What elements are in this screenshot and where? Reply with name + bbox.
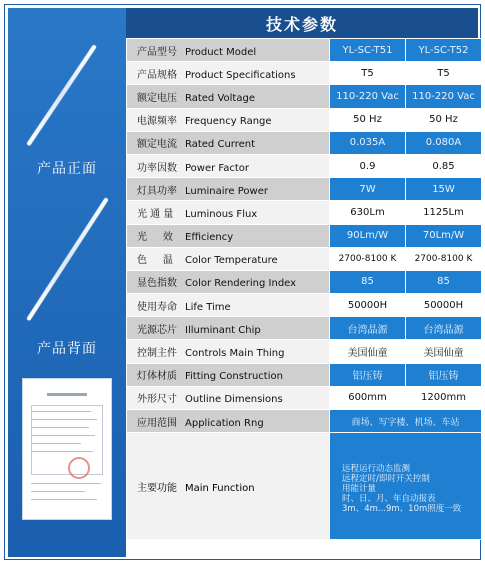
spec-label-en: Product Specifications xyxy=(185,69,296,81)
spec-label-en: Frequency Range xyxy=(185,116,272,128)
spec-value-t52: 70Lm/W xyxy=(406,224,482,247)
spec-row-main-function xyxy=(127,433,482,540)
spec-label-en: Application Rng xyxy=(185,417,264,429)
spec-value-t51: 90Lm/W xyxy=(330,224,406,247)
spec-value-t52: 1125Lm xyxy=(406,201,482,224)
led-tube-back-image xyxy=(26,197,108,321)
led-tube-front-image xyxy=(26,44,96,146)
spec-label-zh: 灯具功率 xyxy=(137,185,177,197)
spec-value-t52: 台湾晶源 xyxy=(406,317,482,340)
spec-row xyxy=(127,294,482,317)
spec-label-zh: 色 温 xyxy=(137,255,173,267)
spec-table-title: 技术参数 xyxy=(126,8,478,38)
main-function-line: 3m、4m...9m、10m照度一致 xyxy=(342,504,462,515)
spec-value-t52: 2700-8100 K xyxy=(406,247,482,270)
spec-value-t52: 0.080A xyxy=(406,131,482,154)
spec-label-en: Fitting Construction xyxy=(185,371,283,383)
spec-value-t51: 600mm xyxy=(330,386,406,409)
spec-label-en: Luminaire Power xyxy=(185,185,268,197)
spec-label-en: Power Factor xyxy=(185,162,250,174)
spec-value-t52: 110-220 Vac xyxy=(406,85,482,108)
spec-row xyxy=(127,85,482,108)
spec-value-t51: 台湾晶源 xyxy=(330,317,406,340)
spec-value-t51: 7W xyxy=(330,178,406,201)
main-function-line: 用能计量 xyxy=(342,484,377,495)
spec-row xyxy=(127,178,482,201)
spec-row xyxy=(127,363,482,386)
spec-row xyxy=(127,270,482,293)
spec-value-t52: 85 xyxy=(406,270,482,293)
spec-value-t51: 110-220 Vac xyxy=(330,85,406,108)
spec-value-t51: 2700-8100 K xyxy=(330,247,406,270)
main-function-line: 远程运行动态监测 xyxy=(342,464,411,475)
spec-value-t51: 美国仙童 xyxy=(330,340,406,363)
spec-label-en: Luminous Flux xyxy=(185,208,258,220)
spec-label-en: Life Time xyxy=(185,301,231,313)
main-function-line: 远程定时/即时开关控制 xyxy=(342,474,430,485)
spec-label-en: Product Model xyxy=(185,46,257,58)
spec-value-t51: YL-SC-T51 xyxy=(330,39,406,62)
spec-label-en: Rated Current xyxy=(185,139,256,151)
spec-label-zh: 使用寿命 xyxy=(137,301,177,313)
spec-row-application xyxy=(127,410,482,433)
spec-value-t52: 铝压铸 xyxy=(406,363,482,386)
spec-label-zh: 产品型号 xyxy=(137,46,177,58)
product-image-panel xyxy=(8,8,126,557)
spec-value-t52: 0.85 xyxy=(406,154,482,177)
spec-row xyxy=(127,386,482,409)
spec-label-zh: 应用范围 xyxy=(137,417,177,429)
spec-row xyxy=(127,131,482,154)
spec-table xyxy=(126,38,482,540)
test-report-image xyxy=(22,378,112,520)
spec-label-en: Efficiency xyxy=(185,232,234,244)
spec-row xyxy=(127,154,482,177)
spec-label-zh: 电源频率 xyxy=(137,116,177,128)
spec-value-t52: 1200mm xyxy=(406,386,482,409)
spec-value-t51: 铝压铸 xyxy=(330,363,406,386)
spec-label-zh: 功率因数 xyxy=(137,162,177,174)
spec-row xyxy=(127,62,482,85)
spec-label-en: Outline Dimensions xyxy=(185,394,283,406)
spec-value-t52: 15W xyxy=(406,178,482,201)
spec-row xyxy=(127,317,482,340)
main-function-value xyxy=(330,433,482,540)
spec-label-en: Color Temperature xyxy=(185,255,278,267)
spec-label-zh: 显色指数 xyxy=(137,278,177,290)
spec-value-t51: 50 Hz xyxy=(330,108,406,131)
spec-label-zh: 额定电流 xyxy=(137,139,177,151)
spec-label-zh: 灯体材质 xyxy=(137,371,177,383)
spec-row xyxy=(127,39,482,62)
spec-label-en: Illuminant Chip xyxy=(185,324,261,336)
spec-value-t51: T5 xyxy=(330,62,406,85)
spec-row xyxy=(127,201,482,224)
spec-value-t51: 0.9 xyxy=(330,154,406,177)
spec-value-t51: 50000H xyxy=(330,294,406,317)
spec-label-en: Controls Main Thing xyxy=(185,348,285,360)
spec-label-en: Rated Voltage xyxy=(185,92,255,104)
spec-label-zh: 主要功能 xyxy=(137,482,177,494)
red-seal-stamp xyxy=(68,457,90,479)
spec-label-zh: 光源芯片 xyxy=(137,324,177,336)
spec-label-en: Main Function xyxy=(185,482,255,494)
application-value: 商场、写字楼、机场、车站 xyxy=(330,410,482,433)
spec-value-t52: 50000H xyxy=(406,294,482,317)
spec-value-t52: T5 xyxy=(406,62,482,85)
spec-value-t52: YL-SC-T52 xyxy=(406,39,482,62)
main-function-line: 时、日、月、年自动报表 xyxy=(342,494,436,505)
spec-value-t51: 0.035A xyxy=(330,131,406,154)
spec-label-zh: 控制主件 xyxy=(137,348,177,360)
spec-label-en: Color Rendering Index xyxy=(185,278,297,290)
spec-label-zh: 额定电压 xyxy=(137,92,177,104)
spec-value-t52: 50 Hz xyxy=(406,108,482,131)
spec-label-zh: 产品规格 xyxy=(137,69,177,81)
spec-row xyxy=(127,247,482,270)
spec-label-zh: 光 通 量 xyxy=(137,208,174,220)
spec-value-t51: 85 xyxy=(330,270,406,293)
product-back-label: 产品背面 xyxy=(37,341,97,357)
spec-row xyxy=(127,108,482,131)
spec-row xyxy=(127,224,482,247)
spec-row xyxy=(127,340,482,363)
spec-label-zh: 光 效 xyxy=(137,232,173,244)
spec-value-t51: 630Lm xyxy=(330,201,406,224)
spec-value-t52: 美国仙童 xyxy=(406,340,482,363)
product-front-label: 产品正面 xyxy=(37,161,97,177)
spec-label-zh: 外形尺寸 xyxy=(137,394,177,406)
